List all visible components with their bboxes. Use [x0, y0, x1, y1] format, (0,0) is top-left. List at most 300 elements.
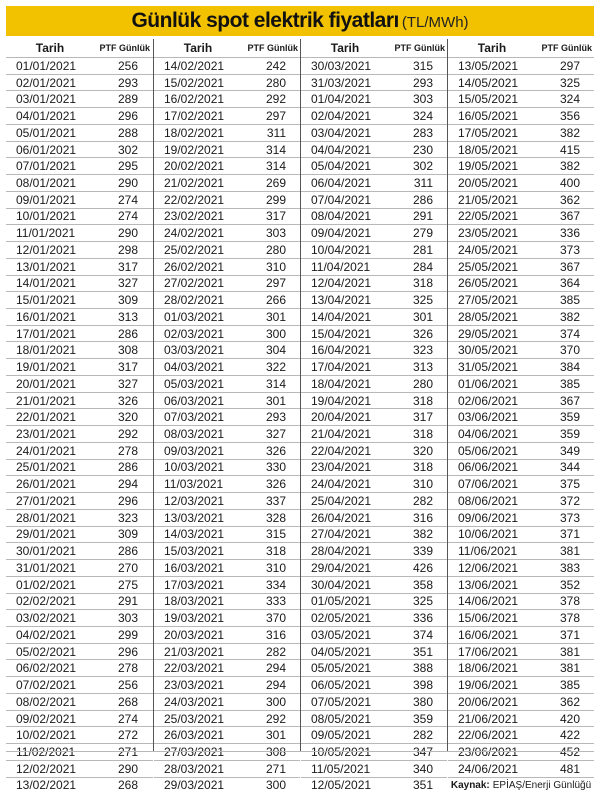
- row-date: 21/05/2021: [458, 192, 519, 207]
- row-ptf-value: 297: [265, 276, 286, 291]
- row-ptf-value: 385: [559, 293, 580, 308]
- table-row: [154, 141, 300, 158]
- table-row: [448, 107, 594, 124]
- row-ptf-value: 274: [117, 209, 138, 224]
- row-ptf-value: 311: [266, 125, 286, 140]
- title-bar: [6, 6, 594, 36]
- row-date: 31/05/2021: [458, 360, 519, 375]
- row-ptf-value: 325: [559, 75, 580, 90]
- row-ptf-value: 374: [412, 627, 433, 642]
- row-ptf-value: 373: [559, 242, 580, 257]
- row-date: 10/03/2021: [164, 460, 225, 475]
- table-row: [301, 157, 447, 174]
- row-ptf-value: 426: [412, 560, 433, 575]
- row-ptf-value: 293: [412, 75, 433, 90]
- table-row: [154, 710, 300, 727]
- column-header: [6, 39, 153, 57]
- row-date: 23/06/2021: [458, 744, 519, 759]
- row-ptf-value: 378: [559, 611, 580, 626]
- table-row: [301, 676, 447, 693]
- table-row: [6, 141, 153, 158]
- row-ptf-value: 297: [559, 58, 580, 73]
- row-date: 05/05/2021: [311, 661, 372, 676]
- row-ptf-value: 302: [117, 142, 138, 157]
- table-row: [154, 157, 300, 174]
- row-date: 15/02/2021: [164, 75, 225, 90]
- table-row: [301, 542, 447, 559]
- table-row: [448, 341, 594, 358]
- table-row: [448, 375, 594, 392]
- table-row: [448, 693, 594, 710]
- table-row: [448, 710, 594, 727]
- table-row: [6, 275, 153, 292]
- row-ptf-value: 382: [559, 309, 580, 324]
- row-ptf-value: 286: [117, 544, 138, 559]
- table-row: [301, 710, 447, 727]
- row-date: 23/05/2021: [458, 226, 519, 241]
- row-date: 25/04/2021: [311, 493, 372, 508]
- row-ptf-value: 282: [412, 728, 433, 743]
- row-date: 12/03/2021: [164, 493, 225, 508]
- table-row: [6, 341, 153, 358]
- title-unit: (TL/MWh): [401, 14, 469, 31]
- table-row: [448, 308, 594, 325]
- row-ptf-value: 349: [559, 443, 580, 458]
- row-date: 06/04/2021: [311, 176, 372, 190]
- table-row: [448, 509, 594, 526]
- table-row: [6, 325, 153, 342]
- row-ptf-value: 301: [265, 309, 286, 324]
- table-row: [301, 341, 447, 358]
- table-row: [448, 760, 594, 777]
- row-ptf-value: 310: [265, 259, 286, 274]
- table-row: [154, 191, 300, 208]
- row-ptf-value: 271: [265, 761, 286, 776]
- table-row: [448, 659, 594, 676]
- row-ptf-value: 300: [265, 778, 286, 793]
- row-ptf-value: 318: [412, 393, 433, 408]
- row-ptf-value: 256: [117, 58, 138, 73]
- row-date: 27/05/2021: [458, 293, 519, 308]
- row-date: 08/05/2021: [311, 711, 372, 726]
- page-title: Günlük spot elektrik fiyatları: [131, 9, 399, 32]
- row-date: 05/06/2021: [458, 443, 519, 458]
- row-ptf-value: 452: [559, 744, 580, 759]
- row-date: 13/06/2021: [458, 577, 519, 592]
- column-header: [448, 39, 594, 57]
- table-row: [154, 308, 300, 325]
- row-date: 27/02/2021: [164, 276, 225, 291]
- table-row: [154, 325, 300, 342]
- row-date: 01/01/2021: [16, 58, 77, 73]
- row-ptf-value: 230: [412, 142, 433, 157]
- table-row: [448, 392, 594, 409]
- row-ptf-value: 367: [559, 393, 580, 408]
- row-ptf-value: 323: [412, 343, 433, 358]
- table-row: [448, 258, 594, 275]
- table-row: [448, 57, 594, 74]
- row-date: 09/06/2021: [458, 510, 519, 525]
- table-row: [301, 492, 447, 509]
- row-ptf-value: 294: [117, 477, 138, 492]
- table-row: [154, 341, 300, 358]
- row-ptf-value: 385: [559, 376, 580, 391]
- row-ptf-value: 325: [412, 293, 433, 308]
- row-ptf-value: 400: [559, 176, 580, 190]
- row-ptf-value: 367: [559, 259, 580, 274]
- row-date: 22/05/2021: [458, 209, 519, 224]
- row-ptf-value: 481: [559, 761, 580, 776]
- row-date: 27/04/2021: [311, 527, 372, 542]
- row-ptf-value: 282: [265, 644, 286, 659]
- row-date: 10/02/2021: [16, 728, 77, 743]
- table-row: [154, 408, 300, 425]
- table-row: [154, 90, 300, 107]
- table-row: [154, 74, 300, 91]
- row-date: 21/03/2021: [164, 644, 225, 659]
- row-ptf-value: 317: [412, 410, 433, 425]
- row-ptf-value: 271: [117, 744, 138, 759]
- row-ptf-value: 340: [412, 761, 433, 776]
- table-row: [448, 408, 594, 425]
- table-row: [6, 191, 153, 208]
- row-date: 24/05/2021: [458, 242, 519, 257]
- row-ptf-value: 336: [559, 226, 580, 241]
- row-ptf-value: 381: [559, 661, 580, 676]
- row-ptf-value: 272: [117, 728, 138, 743]
- row-ptf-value: 320: [412, 443, 433, 458]
- row-ptf-value: 381: [559, 644, 580, 659]
- table-row: [6, 57, 153, 74]
- row-ptf-value: 308: [265, 744, 286, 759]
- row-ptf-value: 318: [412, 276, 433, 291]
- row-date: 30/04/2021: [311, 577, 372, 592]
- column-header: [301, 39, 447, 57]
- row-ptf-value: 292: [265, 711, 286, 726]
- table-row: [154, 57, 300, 74]
- table-row: [154, 291, 300, 308]
- row-date: 29/04/2021: [311, 560, 372, 575]
- row-ptf-value: 339: [412, 544, 433, 559]
- row-ptf-value: 291: [412, 209, 433, 224]
- row-date: 15/05/2021: [458, 92, 519, 107]
- row-date: 16/01/2021: [16, 309, 77, 324]
- row-date: 12/02/2021: [16, 761, 77, 776]
- row-date: 08/02/2021: [16, 694, 77, 709]
- row-ptf-value: 310: [265, 560, 286, 575]
- row-date: 24/03/2021: [164, 694, 225, 709]
- row-date: 26/02/2021: [164, 259, 225, 274]
- row-ptf-value: 286: [412, 192, 433, 207]
- table-row: [448, 325, 594, 342]
- table-row: [448, 174, 594, 191]
- table-row: [448, 475, 594, 492]
- row-ptf-value: 242: [265, 58, 286, 73]
- row-ptf-value: 270: [117, 560, 138, 575]
- table-row: [448, 559, 594, 576]
- row-date: 18/04/2021: [311, 376, 372, 391]
- row-ptf-value: 371: [559, 627, 580, 642]
- table-row: [154, 509, 300, 526]
- row-date: 19/05/2021: [458, 159, 519, 174]
- row-date: 02/02/2021: [16, 594, 77, 609]
- row-date: 15/06/2021: [458, 611, 519, 626]
- table-row: [6, 174, 153, 191]
- row-ptf-value: 303: [117, 611, 138, 626]
- row-ptf-value: 334: [265, 577, 286, 592]
- row-ptf-value: 359: [559, 427, 580, 442]
- row-date: 06/06/2021: [458, 460, 519, 475]
- table-row: [301, 459, 447, 476]
- row-ptf-value: 308: [117, 343, 138, 358]
- table-row: [448, 626, 594, 643]
- table-row: [301, 124, 447, 141]
- row-ptf-value: 309: [117, 293, 138, 308]
- table-row: [301, 358, 447, 375]
- table-row: [6, 542, 153, 559]
- row-date: 01/04/2021: [311, 92, 372, 107]
- source-text: EPİAŞ/Enerji Günlüğü: [492, 779, 592, 791]
- row-date: 03/02/2021: [16, 611, 77, 626]
- row-ptf-value: 313: [412, 360, 433, 375]
- row-date: 16/06/2021: [458, 627, 519, 642]
- row-ptf-value: 280: [265, 75, 286, 90]
- column-header: [154, 39, 300, 57]
- row-ptf-value: 303: [412, 92, 433, 107]
- table-row: [154, 174, 300, 191]
- row-ptf-value: 284: [412, 259, 433, 274]
- table-row: [6, 408, 153, 425]
- row-ptf-value: 374: [559, 326, 580, 341]
- table-row: [154, 442, 300, 459]
- table-row: [154, 542, 300, 559]
- row-date: 22/01/2021: [16, 410, 77, 425]
- row-ptf-value: 326: [412, 326, 433, 341]
- table-row: [301, 191, 447, 208]
- table-row: [154, 593, 300, 610]
- row-date: 07/03/2021: [164, 410, 225, 425]
- table-column-2: [153, 39, 300, 793]
- table-row: [154, 358, 300, 375]
- row-ptf-value: 300: [265, 326, 286, 341]
- table-row: [154, 392, 300, 409]
- row-date: 09/05/2021: [311, 728, 372, 743]
- row-date: 10/05/2021: [311, 744, 372, 759]
- table-row: [154, 659, 300, 676]
- table-row: [6, 74, 153, 91]
- row-date: 22/06/2021: [458, 728, 519, 743]
- row-ptf-value: 293: [117, 75, 138, 90]
- table-row: [154, 777, 300, 793]
- row-ptf-value: 415: [559, 142, 580, 157]
- row-ptf-value: 269: [265, 176, 286, 190]
- table-row: [6, 375, 153, 392]
- table-row: [301, 643, 447, 660]
- row-date: 22/02/2021: [164, 192, 225, 207]
- row-date: 05/04/2021: [311, 159, 372, 174]
- row-ptf-value: 282: [412, 493, 433, 508]
- header-date: Tarih: [477, 41, 507, 55]
- source-note: [448, 777, 594, 793]
- row-date: 18/01/2021: [16, 343, 77, 358]
- row-date: 21/04/2021: [311, 427, 372, 442]
- row-ptf-value: 351: [412, 778, 433, 793]
- row-date: 20/02/2021: [164, 159, 225, 174]
- row-date: 20/03/2021: [164, 627, 225, 642]
- row-ptf-value: 333: [265, 594, 286, 609]
- row-ptf-value: 299: [265, 192, 286, 207]
- row-date: 25/05/2021: [458, 259, 519, 274]
- row-date: 19/02/2021: [164, 142, 225, 157]
- table-row: [154, 576, 300, 593]
- row-date: 04/06/2021: [458, 427, 519, 442]
- row-ptf-value: 326: [265, 477, 286, 492]
- row-date: 17/02/2021: [164, 109, 225, 124]
- row-ptf-value: 310: [412, 477, 433, 492]
- table-row: [301, 275, 447, 292]
- table-row: [301, 593, 447, 610]
- table-row: [6, 760, 153, 777]
- table-row: [448, 492, 594, 509]
- table-row: [301, 375, 447, 392]
- table-row: [448, 191, 594, 208]
- row-date: 26/01/2021: [16, 477, 77, 492]
- table-row: [154, 475, 300, 492]
- row-ptf-value: 291: [117, 594, 138, 609]
- row-ptf-value: 274: [117, 711, 138, 726]
- row-date: 23/01/2021: [16, 427, 77, 442]
- table-row: [301, 241, 447, 258]
- table-row: [301, 559, 447, 576]
- row-date: 11/02/2021: [16, 744, 76, 759]
- table-row: [6, 308, 153, 325]
- table-row: [6, 676, 153, 693]
- row-date: 28/02/2021: [164, 293, 225, 308]
- row-date: 11/06/2021: [458, 544, 518, 559]
- table-row: [301, 325, 447, 342]
- row-date: 01/06/2021: [458, 376, 519, 391]
- row-date: 21/06/2021: [458, 711, 519, 726]
- bottom-rule: [6, 751, 594, 752]
- row-ptf-value: 317: [117, 360, 138, 375]
- table-row: [6, 643, 153, 660]
- table-row: [448, 241, 594, 258]
- row-ptf-value: 327: [117, 376, 138, 391]
- row-ptf-value: 317: [265, 209, 286, 224]
- row-date: 22/04/2021: [311, 443, 372, 458]
- table-row: [448, 526, 594, 543]
- table-row: [301, 509, 447, 526]
- row-ptf-value: 301: [265, 393, 286, 408]
- table-row: [301, 174, 447, 191]
- table-row: [154, 275, 300, 292]
- row-date: 16/02/2021: [164, 92, 225, 107]
- row-date: 16/04/2021: [311, 343, 372, 358]
- row-ptf-value: 292: [265, 92, 286, 107]
- row-date: 06/02/2021: [16, 661, 77, 676]
- row-ptf-value: 320: [117, 410, 138, 425]
- row-date: 24/06/2021: [458, 761, 519, 776]
- row-ptf-value: 314: [265, 142, 286, 157]
- row-ptf-value: 313: [117, 309, 138, 324]
- table-row: [154, 526, 300, 543]
- table-row: [6, 693, 153, 710]
- row-ptf-value: 326: [265, 443, 286, 458]
- header-date: Tarih: [35, 41, 65, 55]
- row-date: 18/03/2021: [164, 594, 225, 609]
- row-date: 09/02/2021: [16, 711, 77, 726]
- row-ptf-value: 297: [265, 109, 286, 124]
- table-row: [154, 693, 300, 710]
- row-date: 31/03/2021: [311, 75, 372, 90]
- row-date: 01/03/2021: [164, 309, 225, 324]
- table-row: [154, 726, 300, 743]
- row-date: 15/03/2021: [164, 544, 225, 559]
- row-date: 12/04/2021: [311, 276, 372, 291]
- row-ptf-value: 303: [265, 226, 286, 241]
- table-row: [448, 576, 594, 593]
- header-ptf: PTF Günlük: [99, 43, 150, 53]
- table-row: [6, 459, 153, 476]
- row-ptf-value: 286: [117, 326, 138, 341]
- row-date: 14/02/2021: [164, 58, 225, 73]
- row-ptf-value: 288: [117, 125, 138, 140]
- row-date: 17/06/2021: [458, 644, 519, 659]
- table-row: [6, 726, 153, 743]
- row-date: 14/01/2021: [16, 276, 77, 291]
- row-date: 13/01/2021: [16, 259, 77, 274]
- row-ptf-value: 388: [412, 661, 433, 676]
- row-ptf-value: 279: [412, 226, 433, 241]
- row-ptf-value: 375: [559, 477, 580, 492]
- row-date: 13/05/2021: [458, 58, 519, 73]
- header-date: Tarih: [183, 41, 213, 55]
- row-date: 01/02/2021: [16, 577, 77, 592]
- row-date: 28/01/2021: [16, 510, 77, 525]
- row-ptf-value: 268: [117, 778, 138, 793]
- row-date: 08/01/2021: [16, 176, 77, 190]
- row-date: 09/03/2021: [164, 443, 225, 458]
- row-ptf-value: 275: [117, 577, 138, 592]
- table-row: [6, 258, 153, 275]
- row-date: 08/03/2021: [164, 427, 225, 442]
- row-date: 10/04/2021: [311, 242, 372, 257]
- row-date: 28/05/2021: [458, 309, 519, 324]
- table-row: [448, 643, 594, 660]
- row-date: 09/04/2021: [311, 226, 372, 241]
- row-ptf-value: 380: [412, 694, 433, 709]
- row-date: 25/02/2021: [164, 242, 225, 257]
- row-date: 29/01/2021: [16, 527, 77, 542]
- row-date: 18/05/2021: [458, 142, 519, 157]
- row-date: 05/01/2021: [16, 125, 77, 140]
- table-row: [154, 425, 300, 442]
- row-ptf-value: 309: [117, 527, 138, 542]
- row-ptf-value: 326: [117, 393, 138, 408]
- row-ptf-value: 314: [265, 376, 286, 391]
- row-ptf-value: 318: [412, 460, 433, 475]
- row-ptf-value: 364: [559, 276, 580, 291]
- row-date: 20/06/2021: [458, 694, 519, 709]
- table-row: [448, 157, 594, 174]
- row-date: 31/01/2021: [16, 560, 77, 575]
- table-row: [301, 760, 447, 777]
- row-date: 13/03/2021: [164, 510, 225, 525]
- row-date: 27/01/2021: [16, 493, 77, 508]
- row-ptf-value: 294: [265, 661, 286, 676]
- table-row: [6, 90, 153, 107]
- row-date: 19/01/2021: [16, 360, 77, 375]
